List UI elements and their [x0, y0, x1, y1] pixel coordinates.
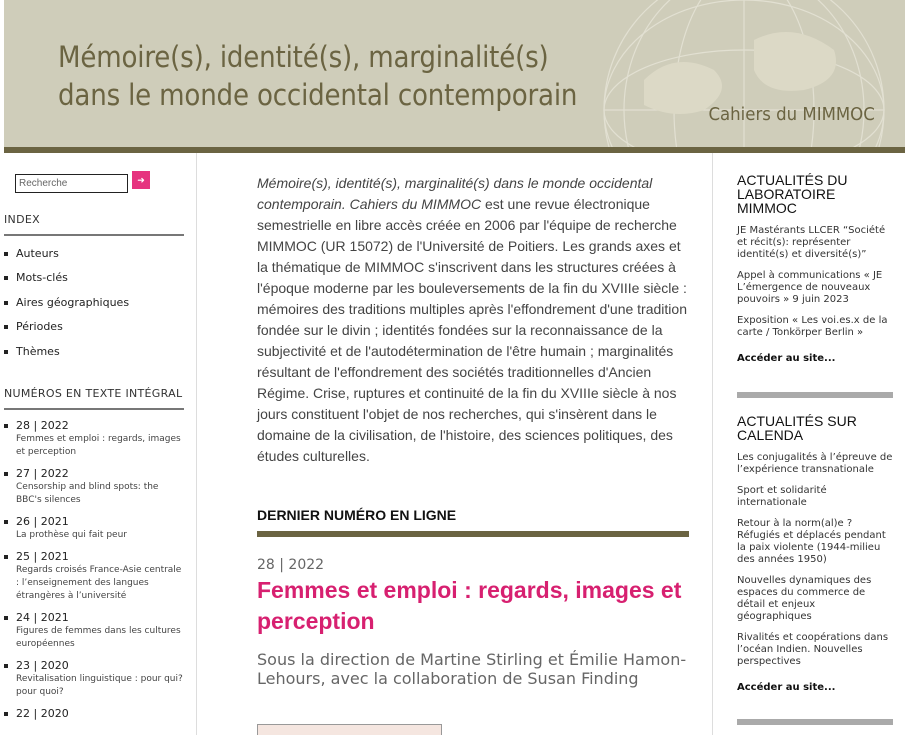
left-sidebar	[0, 153, 197, 735]
news-item[interactable]: Rivalités et coopérations dans l’océan Indien. Nouvelles perspectives	[737, 632, 889, 667]
latest-issue-number: 28 | 2022	[257, 557, 325, 573]
issue-cover-image[interactable]	[257, 724, 442, 735]
latest-issue-title[interactable]: Femmes et emploi : regards, images et perception	[257, 577, 682, 634]
latest-issue-heading: DERNIER NUMÉRO EN LIGNE	[257, 507, 689, 537]
index-item-mots-cles[interactable]: Mots-clés	[4, 271, 189, 295]
lab-news	[737, 173, 893, 364]
search-form	[15, 171, 145, 193]
index-list	[4, 247, 189, 369]
news-item[interactable]: Nouvelles dynamiques des espaces du commerce de détail et enjeux géographiques	[737, 575, 872, 622]
issue-item[interactable]: 28 | 2022 Femmes et emploi : regards, images et perception	[4, 419, 184, 459]
calenda-site-link[interactable]: Accéder au site...	[737, 682, 836, 693]
index-item-themes[interactable]: Thèmes	[4, 345, 189, 369]
news-item[interactable]: JE Mastérants LLCER “Société et récit(s): représenter identité(s) et diversité(s)”	[737, 225, 886, 260]
lab-site-link[interactable]: Accéder au site...	[737, 353, 836, 364]
journal-name: Mémoire(s), identité(s), marginalité(s) dans le monde occidental contemporain. Cahiers du MIMMOC	[257, 175, 653, 212]
site-subtitle: Cahiers du MIMMOC	[708, 104, 875, 125]
news-item[interactable]: Sport et solidarité internationale	[737, 485, 827, 508]
journal-description	[257, 173, 689, 467]
index-item-aires-geographiques[interactable]: Aires géographiques	[4, 296, 189, 320]
index-item-auteurs[interactable]: Auteurs	[4, 247, 189, 271]
issue-item[interactable]: 25 | 2021 Regards croisés France-Asie centrale : l’enseignement des langues étrangères à l’université	[4, 550, 184, 603]
calenda-news	[737, 414, 893, 693]
index-heading: INDEX	[4, 213, 184, 236]
news-item[interactable]: Les conjugalités à l’épreuve de l’expérience transnationale	[737, 452, 893, 475]
issue-item[interactable]: 27 | 2022 Censorship and blind spots: the BBC's silences	[4, 467, 184, 507]
journal-description-text: est une revue électronique semestrielle en libre accès créée en 2006 par l'équipe de recherche MIMMOC (UR 15072) de l'Université de Poitiers. Les grands axes et la thématique de MIMMOC s'inscrivent dans les structures créées à l'époque moderne par les bouleversements de la fin du XVIIIe siècle : mémoires des traditions multiples après l'effondrement d'une tradition fondée sur le divin ; identités fondées sur la reconnaissance de la subjectivité et de l'autodétermination de l'être humain ; marginalités résultant de l'effondrement des sociétés traditionnelles d'Ancien Régime. Crise, ruptures et continuité de la fin du XVIIIe siècle à nos jours constituent l'objet de nos recherches, qui s'insèrent dans le domaine de la civilisation, de l'histoire, des sciences politiques, des études culturelles.	[257, 196, 687, 464]
news-item[interactable]: Exposition « Les voi.es.x de la carte / Tonkörper Berlin »	[737, 315, 888, 338]
right-sidebar	[712, 153, 905, 735]
search-button[interactable]	[132, 171, 150, 189]
issues-heading: NUMÉROS EN TEXTE INTÉGRAL	[4, 387, 184, 410]
issue-item[interactable]: 22 | 2020	[4, 707, 184, 721]
arrow-right-icon: ➜	[137, 175, 145, 185]
latest-issue-editors: Sous la direction de Martine Stirling et Émilie Hamon-Lehours, avec la collaboration de Susan Finding	[257, 650, 687, 688]
issue-item[interactable]: 26 | 2021 La prothèse qui fait peur	[4, 515, 184, 542]
issue-item[interactable]: 24 | 2021 Figures de femmes dans les cultures européennes	[4, 611, 184, 651]
news-item[interactable]: Appel à communications « JE L’émergence de nouveaux pouvoirs » 9 juin 2023	[737, 270, 883, 305]
calenda-news-heading: ACTUALITÉS SUR CALENDA	[737, 413, 857, 443]
news-divider	[737, 392, 893, 398]
site-title[interactable]: Mémoire(s), identité(s), marginalité(s) dans le monde occidental contemporain	[58, 40, 578, 112]
lab-news-heading: ACTUALITÉS DU LABORATOIRE MIMMOC	[737, 172, 848, 216]
issues-list	[4, 419, 184, 729]
main-content	[257, 173, 689, 467]
news-item[interactable]: Retour à la norm(al)e ? Réfugiés et déplacés pendant la paix violente (1944-milieu des années 1950)	[737, 518, 886, 565]
issue-item[interactable]: 23 | 2020 Revitalisation linguistique : pour qui? pour quoi?	[4, 659, 184, 699]
news-divider	[737, 719, 893, 725]
index-item-periodes[interactable]: Périodes	[4, 320, 189, 344]
site-header	[4, 0, 905, 147]
search-input[interactable]	[15, 174, 128, 193]
